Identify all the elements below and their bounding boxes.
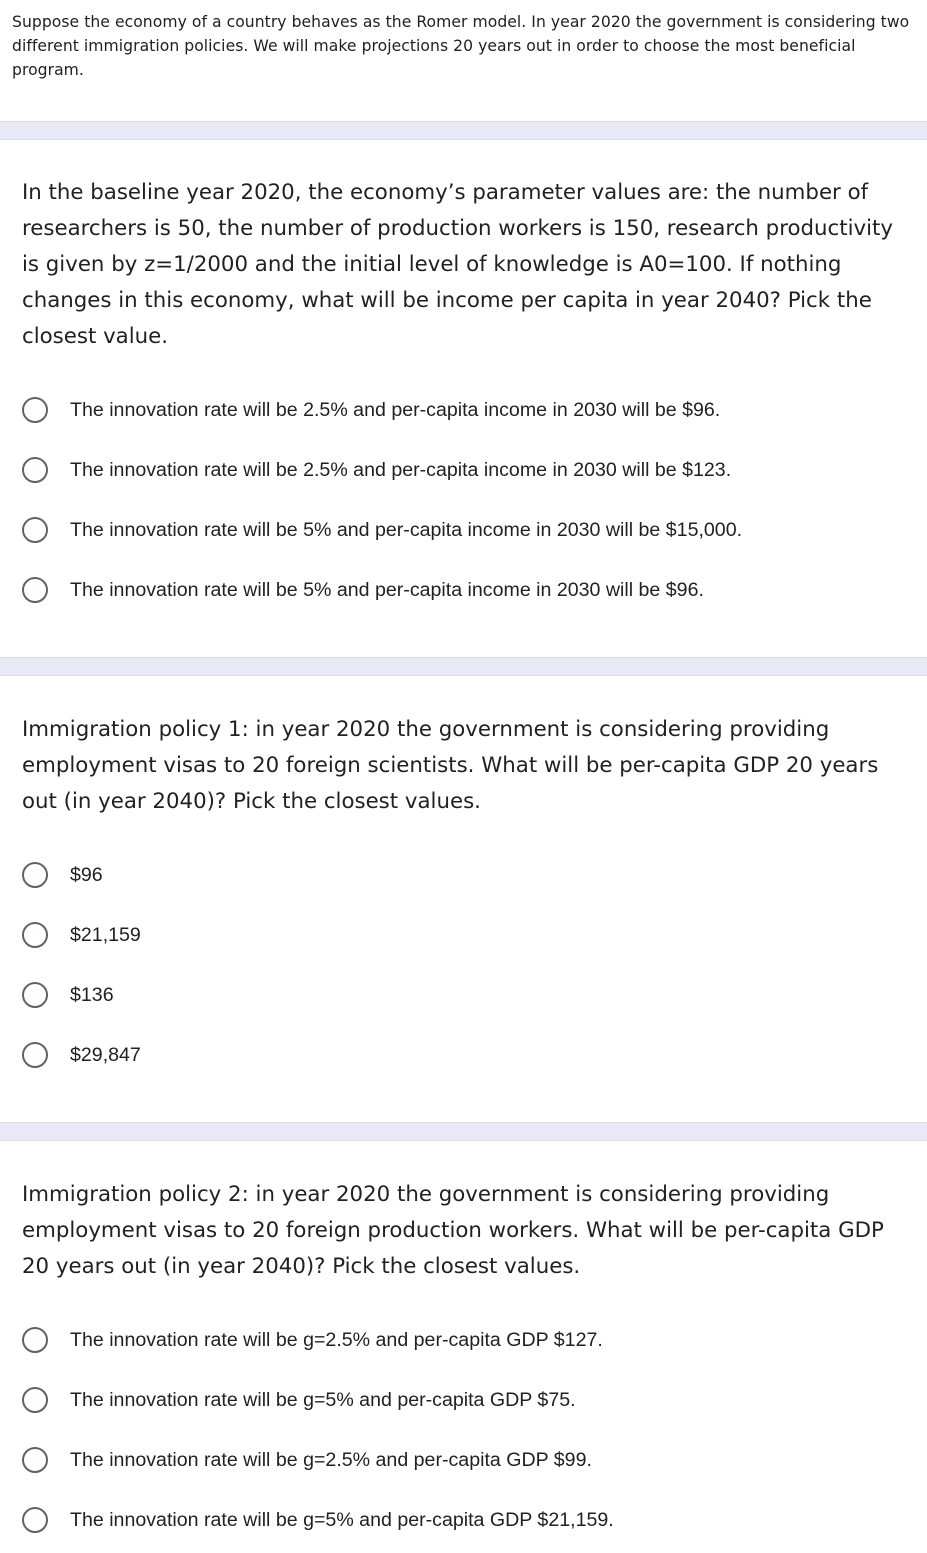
question-title: Immigration policy 2: in year 2020 the government is considering providing employment visas to 20 foreign production workers. What will be per-capita GDP 20 years out (in year 2040)? Pick the closest values. xyxy=(22,1182,884,1279)
radio-option[interactable] xyxy=(22,454,912,486)
radio-option[interactable] xyxy=(22,859,912,891)
radio-option[interactable] xyxy=(22,574,912,606)
radio-option[interactable] xyxy=(22,919,912,951)
question-title: In the baseline year 2020, the economy’s parameter values are: the number of researchers is 50, the number of production workers is 150, research productivity is given by z=1/2000 and the initial level of knowledge is A0=100. If nothing changes in this economy, what will be income per capita in year 2040? Pick the closest value. xyxy=(22,180,893,349)
form-description: Suppose the economy of a country behaves as the Romer model. In year 2020 the government is considering two different immigration policies. We will make projections 20 years out in order to choose the most beneficial program. xyxy=(12,13,910,79)
radio-button[interactable] xyxy=(22,1042,48,1068)
question-title: Immigration policy 1: in year 2020 the government is considering providing employment visas to 20 foreign scientists. What will be per-capita GDP 20 years out (in year 2040)? Pick the closest values. xyxy=(22,717,879,814)
radio-option[interactable] xyxy=(22,1384,912,1416)
option-label: $136 xyxy=(70,983,114,1006)
option-label: The innovation rate will be 2.5% and per-capita income in 2030 will be $123. xyxy=(70,458,732,481)
radio-button[interactable] xyxy=(22,982,48,1008)
radio-button[interactable] xyxy=(22,862,48,888)
radio-button[interactable] xyxy=(22,517,48,543)
option-label: The innovation rate will be g=5% and per-capita GDP $75. xyxy=(70,1388,576,1411)
option-label: The innovation rate will be 2.5% and per-capita income in 2030 will be $96. xyxy=(70,398,721,421)
option-label: The innovation rate will be 5% and per-capita income in 2030 will be $15,000. xyxy=(70,518,743,541)
option-label: The innovation rate will be g=5% and per-capita GDP $21,159. xyxy=(70,1508,614,1531)
radio-button[interactable] xyxy=(22,1447,48,1473)
radio-option[interactable] xyxy=(22,1504,912,1536)
radio-button[interactable] xyxy=(22,397,48,423)
section-divider xyxy=(0,1122,927,1141)
radio-option[interactable] xyxy=(22,514,912,546)
radio-option[interactable] xyxy=(22,1324,912,1356)
section-divider xyxy=(0,121,927,140)
radio-button[interactable] xyxy=(22,1507,48,1533)
radio-option[interactable] xyxy=(22,1039,912,1071)
radio-button[interactable] xyxy=(22,1327,48,1353)
radio-option[interactable] xyxy=(22,979,912,1011)
radio-button[interactable] xyxy=(22,1387,48,1413)
option-label: $29,847 xyxy=(70,1043,141,1066)
radio-option[interactable] xyxy=(22,1444,912,1476)
radio-button[interactable] xyxy=(22,922,48,948)
radio-option[interactable] xyxy=(22,394,912,426)
radio-button[interactable] xyxy=(22,457,48,483)
option-label: The innovation rate will be g=2.5% and per-capita GDP $127. xyxy=(70,1328,603,1351)
option-label: The innovation rate will be g=2.5% and per-capita GDP $99. xyxy=(70,1448,592,1471)
radio-button[interactable] xyxy=(22,577,48,603)
option-label: $21,159 xyxy=(70,923,141,946)
option-label: The innovation rate will be 5% and per-capita income in 2030 will be $96. xyxy=(70,578,704,601)
option-label: $96 xyxy=(70,863,103,886)
section-divider xyxy=(0,657,927,676)
